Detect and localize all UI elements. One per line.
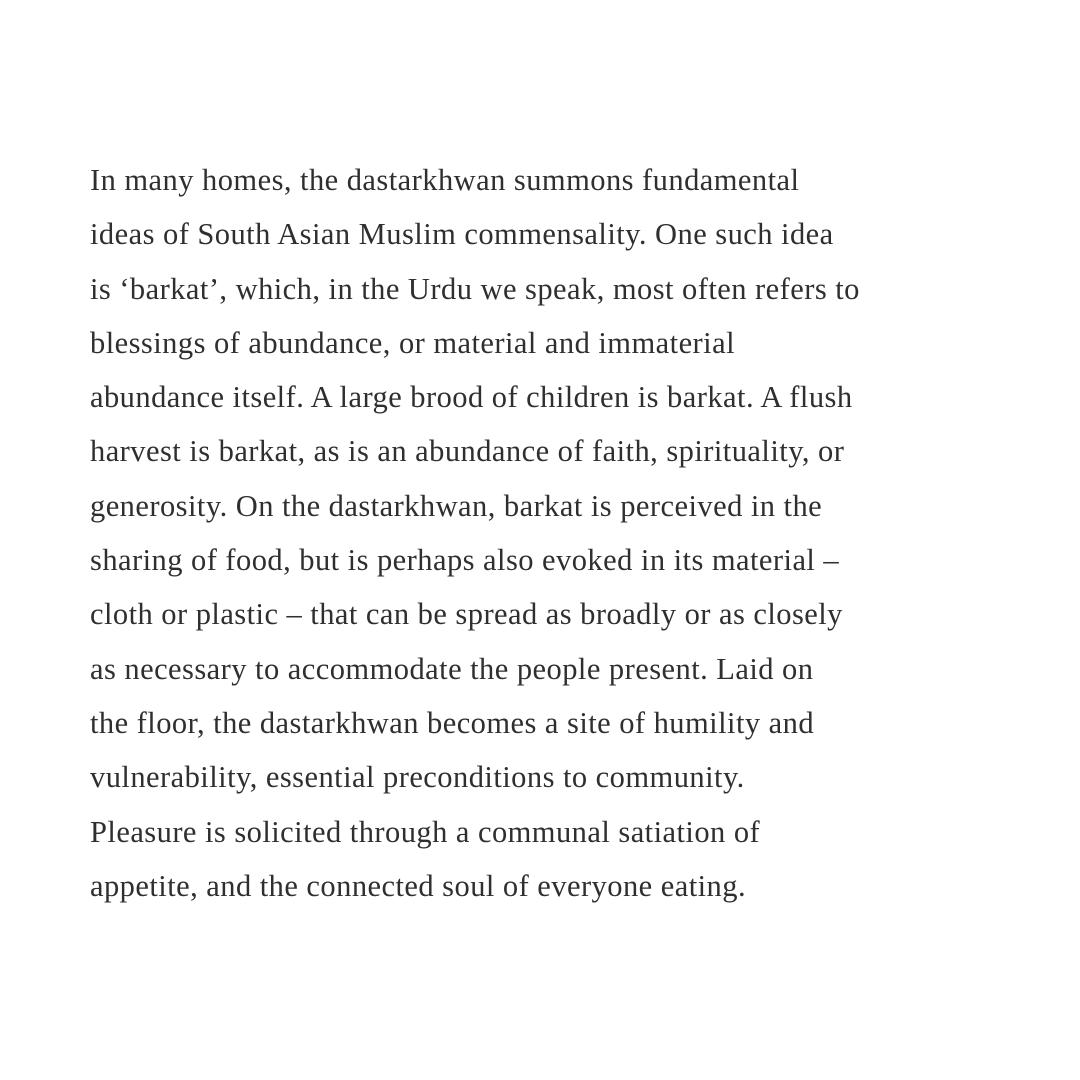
body-paragraph (90, 153, 1050, 913)
paragraph-line: blessings of abundance, or material and immaterial (90, 325, 735, 360)
paragraph-line: appetite, and the connected soul of everyone eating. (90, 868, 747, 903)
paragraph-line: ideas of South Asian Muslim commensality. One such idea (90, 217, 834, 252)
paragraph-line: generosity. On the dastarkhwan, barkat is perceived in the (90, 488, 823, 523)
paragraph-line: is ‘barkat’, which, in the Urdu we speak, most often refers to (90, 271, 860, 306)
paragraph-line: the floor, the dastarkhwan becomes a site of humility and (90, 705, 815, 740)
paragraph-line: sharing of food, but is perhaps also evoked in its material – (90, 543, 840, 578)
paragraph-line: Pleasure is solicited through a communal satiation of (90, 814, 761, 849)
paragraph-line: as necessary to accommodate the people present. Laid on (90, 651, 814, 686)
paragraph-line: cloth or plastic – that can be spread as broadly or as closely (90, 597, 843, 632)
paragraph-line: harvest is barkat, as is an abundance of faith, spirituality, or (90, 434, 845, 469)
paragraph-line: vulnerability, essential preconditions to community. (90, 760, 745, 795)
paragraph-line: abundance itself. A large brood of children is barkat. A flush (90, 380, 853, 415)
paragraph-line: In many homes, the dastarkhwan summons fundamental (90, 163, 800, 197)
